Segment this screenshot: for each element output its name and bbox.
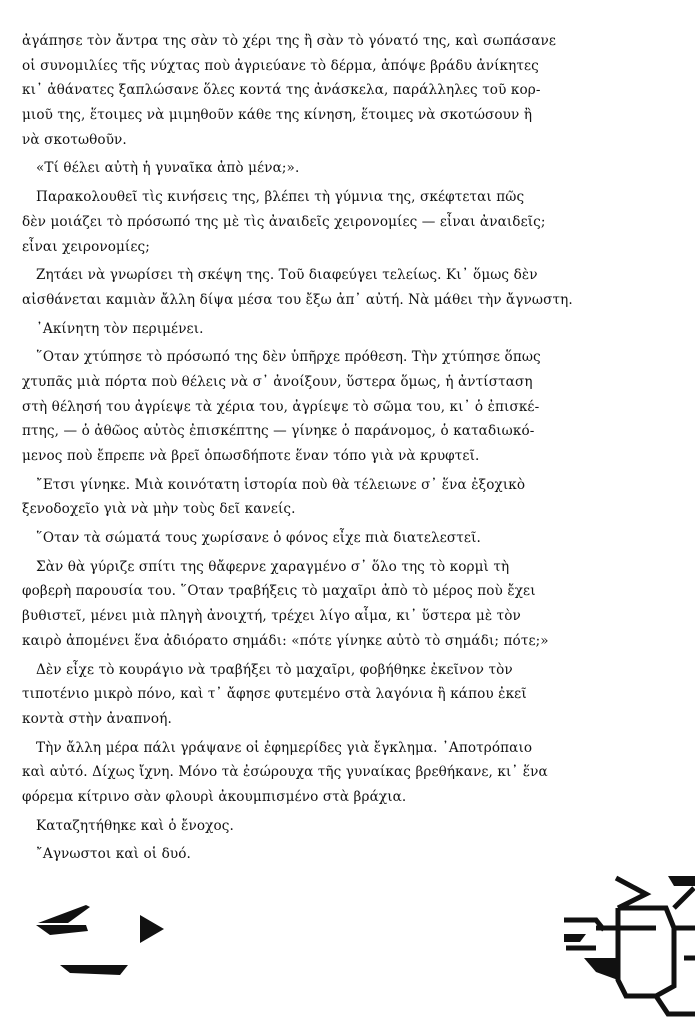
text-line: οἱ συνομιλίες τῆς νύχτας ποὺ ἀγριεύανε τὸ δέρμα, ἀπόψε βράδυ ἀνίκητες bbox=[22, 57, 539, 74]
text-line: Σὰν θὰ γύριζε σπίτι της θἄφερνε χαραγμένο σ᾿ ὅλο της τὸ κορμὶ τὴ bbox=[36, 558, 510, 575]
text-line: καὶ αὐτό. Δίχως ἴχνη. Μόνο τὰ ἐσώρουχα τῆς γυναίκας βρεθήκανε, κι᾿ ἕνα bbox=[22, 764, 548, 781]
text-line: τιποτένιο μικρὸ πόνο, καὶ τ᾿ ἄφησε φυτεμένο στὰ λαγόνια ἢ κάπου ἐκεῖ bbox=[22, 686, 527, 703]
text-line: ᾿Ακίνητη τὸν περιμένει. bbox=[36, 320, 204, 337]
text-line: ῎Αγνωστοι καὶ οἱ δυό. bbox=[36, 846, 191, 863]
text-line: δὲν μοιάζει τὸ πρόσωπό της μὲ τὶς ἀναιδεῖς χειρονομίες — εἶναι ἀναιδεῖς; bbox=[22, 213, 546, 230]
text-line: ῎Ετσι γίνηκε. Μιὰ κοινότατη ἱστορία ποὺ θὰ τέλειωνε σ᾿ ἕνα ἐξοχικὸ bbox=[36, 476, 526, 493]
text-line: φόρεμα κίτρινο σὰν φλουρὶ ἀκουμπισμένο στὰ βράχια. bbox=[22, 788, 407, 805]
text-line: πτης, — ὁ ἀθῶος αὐτὸς ἐπισκέπτης — γίνηκε ὁ παράνομος, ὁ καταδιωκό- bbox=[22, 423, 535, 440]
text-line: ξενοδοχεῖο γιὰ νὰ μὴν τοὺς δεῖ κανείς. bbox=[22, 501, 296, 518]
text-line: κοντὰ στὴν ἀναπνοή. bbox=[22, 710, 172, 727]
text-line: Δὲν εἶχε τὸ κουράγιο νὰ τραβήξει τὸ μαχαῖρι, φοβήθηκε ἐκεῖνον τὸν bbox=[36, 661, 513, 678]
text-line: «Τί θέλει αὐτὴ ἡ γυναῖκα ἀπὸ μένα;». bbox=[36, 160, 300, 177]
text-line: εἶναι χειρονομίες; bbox=[22, 238, 150, 255]
text-line: μενος ποὺ ἔπρεπε νὰ βρεῖ ὁπωσδήποτε ἕναν τόπο γιὰ νὰ κρυφτεῖ. bbox=[22, 448, 480, 464]
text-line: ἀγάπησε τὸν ἄντρα της σὰν τὸ χέρι της ἢ σὰν τὸ γόνατό της, καὶ σωπάσανε bbox=[22, 33, 557, 49]
text-line: μιοῦ της, ἕτοιμες νὰ μιμηθοῦν κάθε της κίνηση, ἕτοιμες νὰ σκοτώσουν ἢ bbox=[22, 107, 533, 124]
geometric-ornament-icon bbox=[556, 868, 695, 1018]
text-line: στὴ θέλησή του ἀγρίεψε τὰ χέρια του, ἀγρίεψε τὸ σῶμα του, κι᾿ ὁ ἐπισκέ- bbox=[22, 398, 540, 415]
text-line: φοβερὴ παρουσία του. ῞Οταν τραβήξεις τὸ μαχαῖρι ἀπὸ τὸ μέρος ποὺ ἔχει bbox=[22, 583, 536, 600]
text-line: Καταζητήθηκε καὶ ὁ ἔνοχος. bbox=[36, 817, 234, 834]
text-line: ῞Οταν τὰ σώματά τους χωρίσανε ὁ φόνος εἶχε πιὰ διατελεστεῖ. bbox=[36, 530, 481, 547]
text-line: χτυπᾶς μιὰ πόρτα ποὺ θέλεις νὰ σ᾿ ἀνοίξουν, ὕστερα ὅμως, ἡ ἀντίσταση bbox=[22, 373, 533, 390]
text-line: Παρακολουθεῖ τὶς κινήσεις της, βλέπει τὴ γύμνια της, σκέφτεται πῶς bbox=[36, 189, 525, 206]
text-line: Τὴν ἄλλη μέρα πάλι γράψανε οἱ ἐφημερίδες γιὰ ἔγκλημα. ᾿Αποτρόπαιο bbox=[36, 739, 533, 756]
text-line: νὰ σκοτωθοῦν. bbox=[22, 131, 127, 148]
text-line: βυθιστεῖ, μένει μιὰ πληγὴ ἀνοιχτή, τρέχει λίγο αἷμα, κι᾿ ὕστερα μὲ τὸν bbox=[22, 608, 521, 625]
arrow-ornament-icon bbox=[30, 895, 170, 985]
page-text bbox=[22, 29, 672, 867]
text-line: καιρὸ ἀπομένει ἕνα ἀδιόρατο σημάδι: «πότε γίνηκε αὐτὸ τὸ σημάδι; πότε;» bbox=[22, 632, 549, 649]
text-line: ῞Οταν χτύπησε τὸ πρόσωπό της δὲν ὑπῆρχε πρόθεση. Τὴν χτύπησε ὅπως bbox=[36, 349, 541, 366]
text-line: αἰσθάνεται καμιὰν ἄλλη δίψα μέσα του ἔξω ἀπ᾿ αὐτή. Νὰ μάθει τὴν ἄγνωστη. bbox=[22, 291, 573, 308]
text-line: Ζητάει νὰ γνωρίσει τὴ σκέψη της. Τοῦ διαφεύγει τελείως. Κι᾿ ὅμως δὲν bbox=[36, 267, 538, 284]
text-line: κι᾿ ἀθάνατες ξαπλώσανε ὅλες κοντά της ἀνάσκελα, παράλληλες τοῦ κορ- bbox=[22, 82, 541, 99]
